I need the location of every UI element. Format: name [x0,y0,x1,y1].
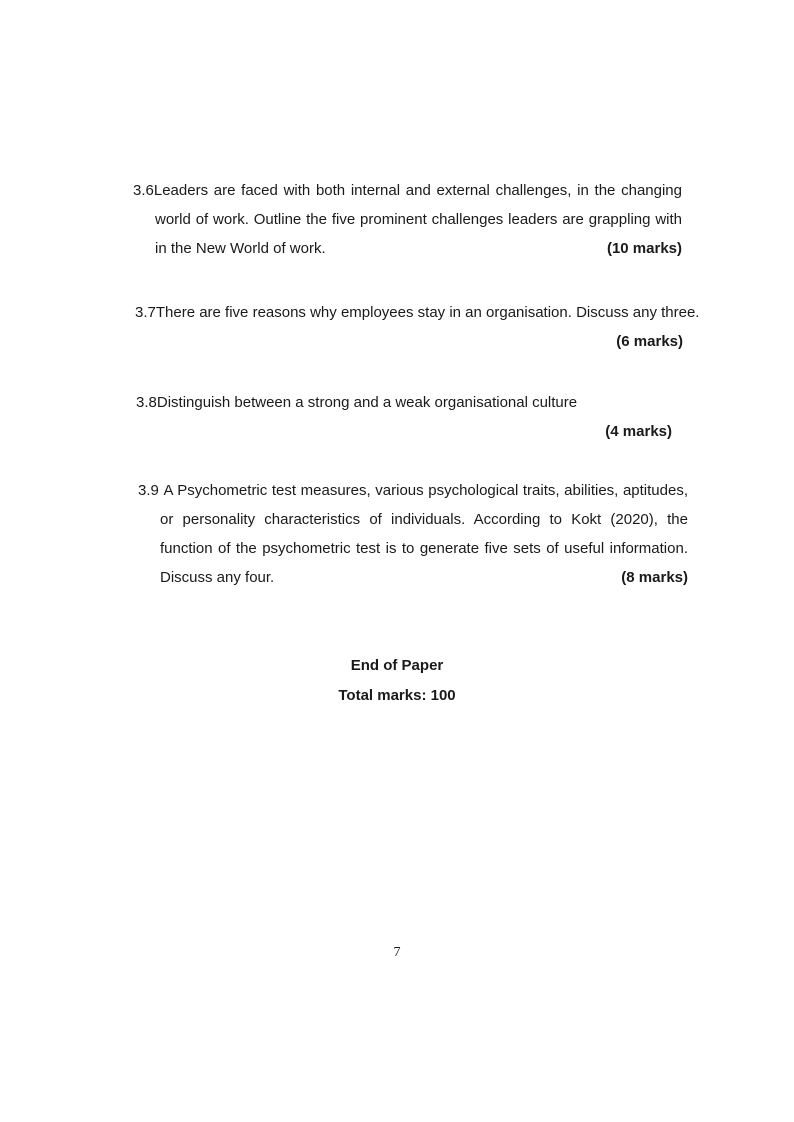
marks-label: (10 marks) [606,240,682,257]
question-text-line: There are five reasons why employees stay in an organisation. Discuss any three. [155,304,700,321]
marks-label: (8 marks) [621,569,688,586]
question-text-line: A Psychometric test measures, various psychological traits, abilities, aptitudes, [163,482,689,499]
marks-label: (4 marks) [605,423,672,440]
marks-label: (6 marks) [616,333,683,350]
question-number: 3.6 [133,182,154,199]
question-number: 3.9 [138,482,159,499]
end-of-paper [0,657,794,704]
question-3-6 [133,176,682,263]
question-text-line: or personality characteristics of individuals. According to Kokt (2020), the [160,511,688,528]
question-3-9 [138,476,688,592]
question-text-line: Discuss any four. [160,569,275,586]
question-text-line: Leaders are faced with both internal and external challenges, in the changing [153,182,682,199]
page-number: 7 [393,945,401,960]
total-marks-label: Total marks: 100 [338,687,456,704]
question-text-line: world of work. Outline the five prominent challenges leaders are grappling with [155,211,682,228]
question-text-line: function of the psychometric test is to generate five sets of useful information. [160,540,688,557]
question-number: 3.8 [136,394,157,411]
question-number: 3.7 [135,304,156,321]
question-3-7 [135,298,700,356]
question-text-line: in the New World of work. [155,240,326,257]
question-text-line: Distinguish between a strong and a weak organisational culture [156,394,578,411]
question-3-8 [136,388,672,446]
end-of-paper-label: End of Paper [350,657,444,674]
